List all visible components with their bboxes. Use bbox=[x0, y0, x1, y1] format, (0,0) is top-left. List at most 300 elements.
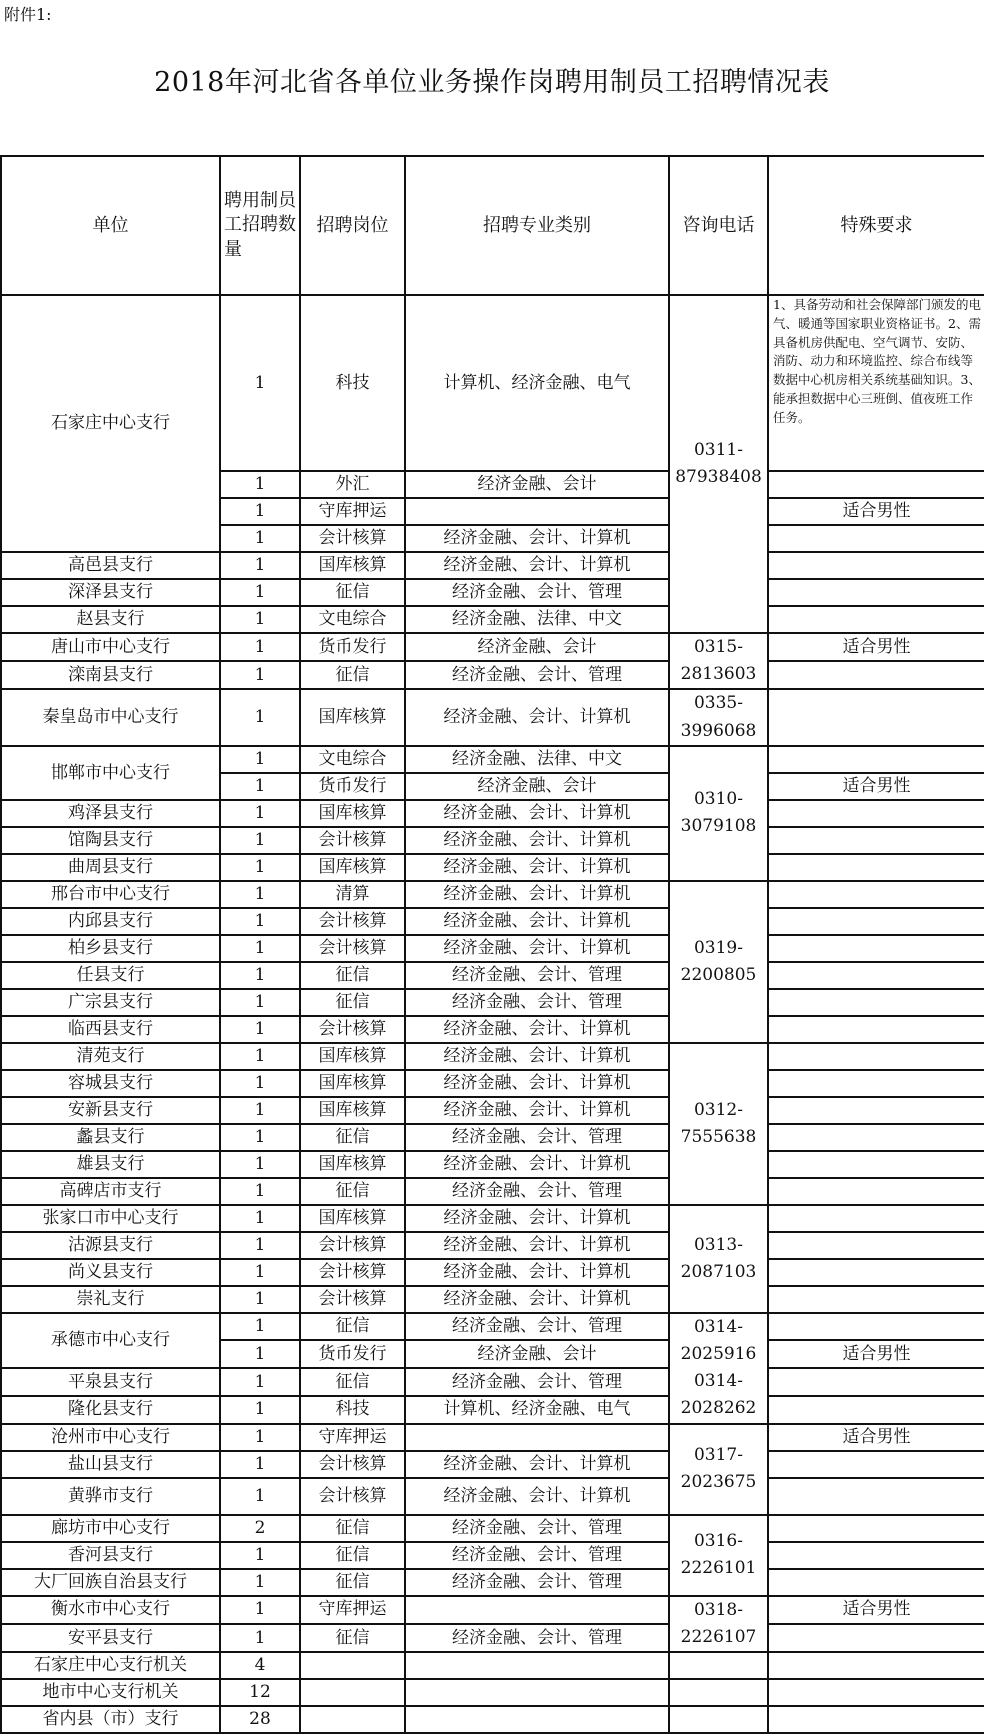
special-cell: 适合男性 bbox=[768, 633, 984, 661]
count-cell: 1 bbox=[220, 827, 300, 854]
unit-cell: 黄骅市支行 bbox=[1, 1478, 220, 1515]
phone-cell bbox=[669, 633, 768, 689]
unit-cell: 鸡泽县支行 bbox=[1, 800, 220, 827]
count-cell: 1 bbox=[220, 773, 300, 800]
table-row bbox=[1, 1178, 984, 1205]
special-cell bbox=[768, 552, 984, 579]
unit-cell: 安新县支行 bbox=[1, 1097, 220, 1124]
special-cell bbox=[768, 606, 984, 633]
unit-cell: 大厂回族自治县支行 bbox=[1, 1569, 220, 1596]
post-cell: 会计核算 bbox=[300, 525, 405, 552]
special-cell bbox=[768, 1016, 984, 1043]
phone-number: 0315- 2813603 bbox=[680, 637, 757, 685]
major-cell: 经济金融、会计、计算机 bbox=[405, 1232, 669, 1259]
major-cell: 经济金融、会计、计算机 bbox=[405, 689, 669, 745]
table-row bbox=[1, 295, 984, 471]
phone-cell bbox=[669, 1515, 768, 1596]
major-cell: 经济金融、会计、计算机 bbox=[405, 854, 669, 881]
major-cell: 经济金融、会计 bbox=[405, 773, 669, 800]
unit-cell: 赵县支行 bbox=[1, 606, 220, 633]
phone-cell bbox=[669, 1596, 768, 1652]
unit-cell: 深泽县支行 bbox=[1, 579, 220, 606]
count-cell: 1 bbox=[220, 1396, 300, 1424]
table-row bbox=[1, 1652, 984, 1679]
special-cell: 适合男性 bbox=[768, 773, 984, 800]
count-cell: 1 bbox=[220, 525, 300, 552]
post-cell: 征信 bbox=[300, 1542, 405, 1569]
count-cell: 1 bbox=[220, 579, 300, 606]
header-count bbox=[220, 156, 300, 295]
major-cell: 经济金融、会计、计算机 bbox=[405, 1070, 669, 1097]
count-cell: 1 bbox=[220, 552, 300, 579]
major-cell bbox=[405, 1706, 669, 1733]
count-cell: 1 bbox=[220, 1097, 300, 1124]
post-cell: 国库核算 bbox=[300, 689, 405, 745]
count-cell: 2 bbox=[220, 1515, 300, 1542]
major-cell: 经济金融、会计、计算机 bbox=[405, 1286, 669, 1313]
major-cell: 经济金融、会计 bbox=[405, 471, 669, 498]
table-row bbox=[1, 1478, 984, 1515]
post-cell: 国库核算 bbox=[300, 1151, 405, 1178]
unit-cell: 蠡县支行 bbox=[1, 1124, 220, 1151]
phone-cell bbox=[669, 746, 768, 881]
count-cell: 1 bbox=[220, 800, 300, 827]
unit-cell: 隆化县支行 bbox=[1, 1396, 220, 1424]
post-cell: 货币发行 bbox=[300, 633, 405, 661]
header-unit: 单位 bbox=[1, 156, 220, 295]
phone-cell bbox=[669, 1679, 768, 1706]
header-count-text: 聘用制员工招聘数量 bbox=[224, 190, 296, 260]
table-row bbox=[1, 579, 984, 606]
count-cell: 1 bbox=[220, 1232, 300, 1259]
attachment-label: 附件1: bbox=[4, 5, 52, 24]
post-cell: 国库核算 bbox=[300, 1205, 405, 1232]
post-cell: 科技 bbox=[300, 295, 405, 471]
unit-cell: 衡水市中心支行 bbox=[1, 1596, 220, 1624]
unit-cell: 高邑县支行 bbox=[1, 552, 220, 579]
unit-cell: 馆陶县支行 bbox=[1, 827, 220, 854]
special-cell bbox=[768, 1178, 984, 1205]
unit-cell: 柏乡县支行 bbox=[1, 935, 220, 962]
table-row bbox=[1, 827, 984, 854]
major-cell: 经济金融、会计、计算机 bbox=[405, 552, 669, 579]
table-row bbox=[1, 1368, 984, 1396]
table-row bbox=[1, 1396, 984, 1424]
major-cell: 经济金融、会计、管理 bbox=[405, 1542, 669, 1569]
table-row bbox=[1, 606, 984, 633]
major-cell: 经济金融、会计、计算机 bbox=[405, 935, 669, 962]
header-row bbox=[1, 156, 984, 295]
count-cell: 1 bbox=[220, 854, 300, 881]
post-cell: 守库押运 bbox=[300, 1424, 405, 1451]
special-cell bbox=[768, 1043, 984, 1070]
count-cell: 1 bbox=[220, 661, 300, 689]
special-cell bbox=[768, 935, 984, 962]
special-cell bbox=[768, 579, 984, 606]
post-cell: 征信 bbox=[300, 989, 405, 1016]
unit-cell: 容城县支行 bbox=[1, 1070, 220, 1097]
post-cell: 国库核算 bbox=[300, 800, 405, 827]
post-cell bbox=[300, 1679, 405, 1706]
special-cell bbox=[768, 1679, 984, 1706]
special-cell bbox=[768, 827, 984, 854]
unit-cell: 邯郸市中心支行 bbox=[1, 746, 220, 800]
table-row bbox=[1, 1313, 984, 1341]
count-cell: 1 bbox=[220, 935, 300, 962]
phone-number: 0335- 3996068 bbox=[680, 693, 757, 741]
phone-number: 0319- 2200805 bbox=[680, 937, 757, 985]
special-cell bbox=[768, 881, 984, 908]
phone-cell bbox=[669, 1313, 768, 1424]
post-cell: 国库核算 bbox=[300, 1097, 405, 1124]
major-cell: 经济金融、会计、计算机 bbox=[405, 1451, 669, 1478]
post-cell: 征信 bbox=[300, 1515, 405, 1542]
major-cell bbox=[405, 1679, 669, 1706]
count-cell: 1 bbox=[220, 1313, 300, 1341]
special-cell bbox=[768, 908, 984, 935]
table-row bbox=[1, 908, 984, 935]
unit-cell: 曲周县支行 bbox=[1, 854, 220, 881]
count-cell: 1 bbox=[220, 606, 300, 633]
major-cell bbox=[405, 1424, 669, 1451]
major-cell: 经济金融、会计、管理 bbox=[405, 1178, 669, 1205]
count-cell: 1 bbox=[220, 295, 300, 471]
major-cell: 经济金融、法律、中文 bbox=[405, 746, 669, 773]
unit-cell: 清苑支行 bbox=[1, 1043, 220, 1070]
major-cell: 经济金融、会计、管理 bbox=[405, 661, 669, 689]
unit-cell: 沽源县支行 bbox=[1, 1232, 220, 1259]
special-cell bbox=[768, 1313, 984, 1341]
phone-number: 0311- 87938408 bbox=[675, 439, 762, 487]
special-cell: 适合男性 bbox=[768, 498, 984, 525]
count-cell: 1 bbox=[220, 471, 300, 498]
recruitment-table bbox=[0, 155, 984, 1734]
page-title: 2018年河北省各单位业务操作岗聘用制员工招聘情况表 bbox=[154, 67, 830, 98]
special-cell bbox=[768, 989, 984, 1016]
count-cell: 1 bbox=[220, 1205, 300, 1232]
post-cell: 守库押运 bbox=[300, 498, 405, 525]
major-cell: 经济金融、会计、管理 bbox=[405, 1368, 669, 1396]
special-cell bbox=[768, 1451, 984, 1478]
major-cell: 经济金融、法律、中文 bbox=[405, 606, 669, 633]
unit-cell: 承德市中心支行 bbox=[1, 1313, 220, 1368]
post-cell: 征信 bbox=[300, 1624, 405, 1652]
special-cell: 适合男性 bbox=[768, 1424, 984, 1451]
major-cell: 经济金融、会计 bbox=[405, 1340, 669, 1368]
special-cell bbox=[768, 1569, 984, 1596]
special-cell bbox=[768, 962, 984, 989]
table-body bbox=[1, 295, 984, 1733]
special-cell bbox=[768, 1070, 984, 1097]
major-cell: 经济金融、会计、计算机 bbox=[405, 908, 669, 935]
phone-cell bbox=[669, 881, 768, 1043]
count-cell: 1 bbox=[220, 1151, 300, 1178]
count-cell: 1 bbox=[220, 908, 300, 935]
phone-cell bbox=[669, 1205, 768, 1313]
table-row bbox=[1, 1070, 984, 1097]
count-cell: 1 bbox=[220, 498, 300, 525]
major-cell: 经济金融、会计、管理 bbox=[405, 579, 669, 606]
special-cell bbox=[768, 1286, 984, 1313]
special-cell bbox=[768, 854, 984, 881]
unit-cell: 崇礼支行 bbox=[1, 1286, 220, 1313]
table-row bbox=[1, 1451, 984, 1478]
special-cell bbox=[768, 1478, 984, 1515]
major-cell: 经济金融、会计、计算机 bbox=[405, 881, 669, 908]
post-cell: 征信 bbox=[300, 1124, 405, 1151]
unit-cell: 安平县支行 bbox=[1, 1624, 220, 1652]
unit-cell: 地市中心支行机关 bbox=[1, 1679, 220, 1706]
count-cell: 1 bbox=[220, 1542, 300, 1569]
major-cell: 经济金融、会计 bbox=[405, 633, 669, 661]
post-cell: 国库核算 bbox=[300, 854, 405, 881]
special-cell bbox=[768, 746, 984, 773]
phone-number: 0316- 2226101 bbox=[680, 1530, 757, 1578]
unit-cell: 沧州市中心支行 bbox=[1, 1424, 220, 1451]
major-cell: 经济金融、会计、计算机 bbox=[405, 1016, 669, 1043]
phone-number: 0314- 2028262 bbox=[680, 1371, 757, 1419]
count-cell: 1 bbox=[220, 1043, 300, 1070]
major-cell: 经济金融、会计、计算机 bbox=[405, 1043, 669, 1070]
unit-cell: 平泉县支行 bbox=[1, 1368, 220, 1396]
unit-cell: 任县支行 bbox=[1, 962, 220, 989]
post-cell bbox=[300, 1706, 405, 1733]
major-cell: 经济金融、会计、管理 bbox=[405, 989, 669, 1016]
count-cell: 1 bbox=[220, 746, 300, 773]
unit-cell: 内邱县支行 bbox=[1, 908, 220, 935]
table-row bbox=[1, 1124, 984, 1151]
table-row bbox=[1, 935, 984, 962]
count-cell: 1 bbox=[220, 689, 300, 745]
table-row bbox=[1, 1569, 984, 1596]
special-cell bbox=[768, 661, 984, 689]
post-cell: 会计核算 bbox=[300, 935, 405, 962]
post-cell: 会计核算 bbox=[300, 1016, 405, 1043]
post-cell: 会计核算 bbox=[300, 1232, 405, 1259]
special-cell bbox=[768, 1542, 984, 1569]
post-cell: 会计核算 bbox=[300, 827, 405, 854]
phone-number: 0310- 3079108 bbox=[680, 789, 757, 837]
count-cell: 1 bbox=[220, 1596, 300, 1624]
table-row bbox=[1, 1679, 984, 1706]
table-row bbox=[1, 1259, 984, 1286]
special-cell bbox=[768, 1396, 984, 1424]
table-row bbox=[1, 881, 984, 908]
special-cell bbox=[768, 1097, 984, 1124]
count-cell: 12 bbox=[220, 1679, 300, 1706]
unit-cell: 滦南县支行 bbox=[1, 661, 220, 689]
table-row bbox=[1, 1232, 984, 1259]
post-cell: 守库押运 bbox=[300, 1596, 405, 1624]
count-cell: 1 bbox=[220, 1340, 300, 1368]
table-row bbox=[1, 800, 984, 827]
major-cell: 经济金融、会计、计算机 bbox=[405, 1259, 669, 1286]
phone-number: 0318- 2226107 bbox=[680, 1599, 757, 1647]
table-row bbox=[1, 1596, 984, 1624]
post-cell: 文电综合 bbox=[300, 606, 405, 633]
major-cell: 经济金融、会计、计算机 bbox=[405, 827, 669, 854]
table-row bbox=[1, 854, 984, 881]
unit-cell: 张家口市中心支行 bbox=[1, 1205, 220, 1232]
unit-cell: 石家庄中心支行机关 bbox=[1, 1652, 220, 1679]
header-post: 招聘岗位 bbox=[300, 156, 405, 295]
post-cell: 清算 bbox=[300, 881, 405, 908]
count-cell: 1 bbox=[220, 633, 300, 661]
special-cell bbox=[768, 1151, 984, 1178]
unit-cell: 石家庄中心支行 bbox=[1, 295, 220, 552]
major-cell: 经济金融、会计、管理 bbox=[405, 962, 669, 989]
special-cell bbox=[768, 1232, 984, 1259]
special-cell bbox=[768, 1259, 984, 1286]
major-cell: 经济金融、会计、计算机 bbox=[405, 1205, 669, 1232]
special-cell: 适合男性 bbox=[768, 1340, 984, 1368]
special-cell bbox=[768, 525, 984, 552]
major-cell bbox=[405, 1652, 669, 1679]
unit-cell: 香河县支行 bbox=[1, 1542, 220, 1569]
table-row bbox=[1, 1515, 984, 1542]
special-cell bbox=[768, 1368, 984, 1396]
table-row bbox=[1, 1286, 984, 1313]
post-cell: 征信 bbox=[300, 962, 405, 989]
table-row bbox=[1, 1424, 984, 1451]
post-cell: 会计核算 bbox=[300, 908, 405, 935]
count-cell: 1 bbox=[220, 881, 300, 908]
table-row bbox=[1, 633, 984, 661]
special-cell bbox=[768, 1624, 984, 1652]
major-cell: 经济金融、会计、管理 bbox=[405, 1313, 669, 1341]
table-row bbox=[1, 1016, 984, 1043]
phone-cell bbox=[669, 1043, 768, 1205]
unit-cell: 雄县支行 bbox=[1, 1151, 220, 1178]
unit-cell: 省内县（市）支行 bbox=[1, 1706, 220, 1733]
special-cell bbox=[768, 1515, 984, 1542]
post-cell: 货币发行 bbox=[300, 1340, 405, 1368]
phone-number: 0314- 2025916 bbox=[680, 1316, 757, 1364]
unit-cell: 盐山县支行 bbox=[1, 1451, 220, 1478]
count-cell: 1 bbox=[220, 1286, 300, 1313]
table-row bbox=[1, 1542, 984, 1569]
table-row bbox=[1, 1624, 984, 1652]
unit-cell: 廊坊市中心支行 bbox=[1, 1515, 220, 1542]
special-cell bbox=[768, 471, 984, 498]
phone-cell bbox=[669, 1424, 768, 1515]
post-cell: 科技 bbox=[300, 1396, 405, 1424]
count-cell: 1 bbox=[220, 1368, 300, 1396]
major-cell: 计算机、经济金融、电气 bbox=[405, 295, 669, 471]
post-cell bbox=[300, 1652, 405, 1679]
table-row bbox=[1, 689, 984, 745]
post-cell: 征信 bbox=[300, 1313, 405, 1341]
count-cell: 1 bbox=[220, 989, 300, 1016]
header-phone: 咨询电话 bbox=[669, 156, 768, 295]
major-cell: 经济金融、会计、计算机 bbox=[405, 800, 669, 827]
unit-cell: 广宗县支行 bbox=[1, 989, 220, 1016]
post-cell: 征信 bbox=[300, 661, 405, 689]
post-cell: 征信 bbox=[300, 1178, 405, 1205]
count-cell: 1 bbox=[220, 1178, 300, 1205]
unit-cell: 秦皇岛市中心支行 bbox=[1, 689, 220, 745]
major-cell: 经济金融、会计、计算机 bbox=[405, 1097, 669, 1124]
phone-number: 0313- 2087103 bbox=[680, 1234, 757, 1282]
count-cell: 1 bbox=[220, 962, 300, 989]
table-row bbox=[1, 552, 984, 579]
header-major: 招聘专业类别 bbox=[405, 156, 669, 295]
count-cell: 1 bbox=[220, 1424, 300, 1451]
post-cell: 会计核算 bbox=[300, 1259, 405, 1286]
major-cell: 经济金融、会计、管理 bbox=[405, 1569, 669, 1596]
count-cell: 1 bbox=[220, 1569, 300, 1596]
major-cell: 经济金融、会计、管理 bbox=[405, 1624, 669, 1652]
unit-cell: 高碑店市支行 bbox=[1, 1178, 220, 1205]
count-cell: 1 bbox=[220, 1478, 300, 1515]
unit-cell: 唐山市中心支行 bbox=[1, 633, 220, 661]
major-cell: 经济金融、会计、计算机 bbox=[405, 1478, 669, 1515]
phone-cell bbox=[669, 295, 768, 633]
table-row bbox=[1, 661, 984, 689]
count-cell: 1 bbox=[220, 1124, 300, 1151]
major-cell: 经济金融、会计、管理 bbox=[405, 1124, 669, 1151]
header-special: 特殊要求 bbox=[768, 156, 984, 295]
post-cell: 国库核算 bbox=[300, 1070, 405, 1097]
special-cell bbox=[768, 1652, 984, 1679]
phone-number: 0317- 2023675 bbox=[680, 1444, 757, 1492]
phone-cell bbox=[669, 1652, 768, 1679]
post-cell: 外汇 bbox=[300, 471, 405, 498]
special-cell: 1、具备劳动和社会保障部门颁发的电气、暖通等国家职业资格证书。2、需具备机房供配电、空气调节、安防、消防、动力和环境监控、综合布线等数据中心机房相关系统基础知识。3、能承担数据中心三班倒、值夜班工作任务。 bbox=[768, 295, 984, 471]
major-cell: 经济金融、会计、管理 bbox=[405, 1515, 669, 1542]
post-cell: 会计核算 bbox=[300, 1286, 405, 1313]
special-cell bbox=[768, 1706, 984, 1733]
table-row bbox=[1, 1097, 984, 1124]
major-cell: 计算机、经济金融、电气 bbox=[405, 1396, 669, 1424]
major-cell: 经济金融、会计、计算机 bbox=[405, 1151, 669, 1178]
unit-cell: 临西县支行 bbox=[1, 1016, 220, 1043]
post-cell: 国库核算 bbox=[300, 1043, 405, 1070]
table-row bbox=[1, 1706, 984, 1733]
special-cell bbox=[768, 800, 984, 827]
major-cell: 经济金融、会计、计算机 bbox=[405, 525, 669, 552]
post-cell: 文电综合 bbox=[300, 746, 405, 773]
post-cell: 会计核算 bbox=[300, 1478, 405, 1515]
count-cell: 1 bbox=[220, 1016, 300, 1043]
phone-cell bbox=[669, 689, 768, 745]
table-row bbox=[1, 1151, 984, 1178]
special-cell bbox=[768, 1124, 984, 1151]
post-cell: 征信 bbox=[300, 1368, 405, 1396]
post-cell: 国库核算 bbox=[300, 552, 405, 579]
unit-cell: 邢台市中心支行 bbox=[1, 881, 220, 908]
unit-cell: 尚义县支行 bbox=[1, 1259, 220, 1286]
post-cell: 货币发行 bbox=[300, 773, 405, 800]
count-cell: 1 bbox=[220, 1624, 300, 1652]
phone-number: 0312- 7555638 bbox=[680, 1099, 757, 1147]
count-cell: 1 bbox=[220, 1451, 300, 1478]
count-cell: 1 bbox=[220, 1070, 300, 1097]
post-cell: 征信 bbox=[300, 1569, 405, 1596]
count-cell: 4 bbox=[220, 1652, 300, 1679]
table-row bbox=[1, 962, 984, 989]
post-cell: 会计核算 bbox=[300, 1451, 405, 1478]
table-row bbox=[1, 1205, 984, 1232]
count-cell: 28 bbox=[220, 1706, 300, 1733]
phone-cell bbox=[669, 1706, 768, 1733]
table-row bbox=[1, 1043, 984, 1070]
table-row bbox=[1, 989, 984, 1016]
major-cell bbox=[405, 1596, 669, 1624]
special-cell: 适合男性 bbox=[768, 1596, 984, 1624]
major-cell bbox=[405, 498, 669, 525]
special-cell bbox=[768, 689, 984, 745]
